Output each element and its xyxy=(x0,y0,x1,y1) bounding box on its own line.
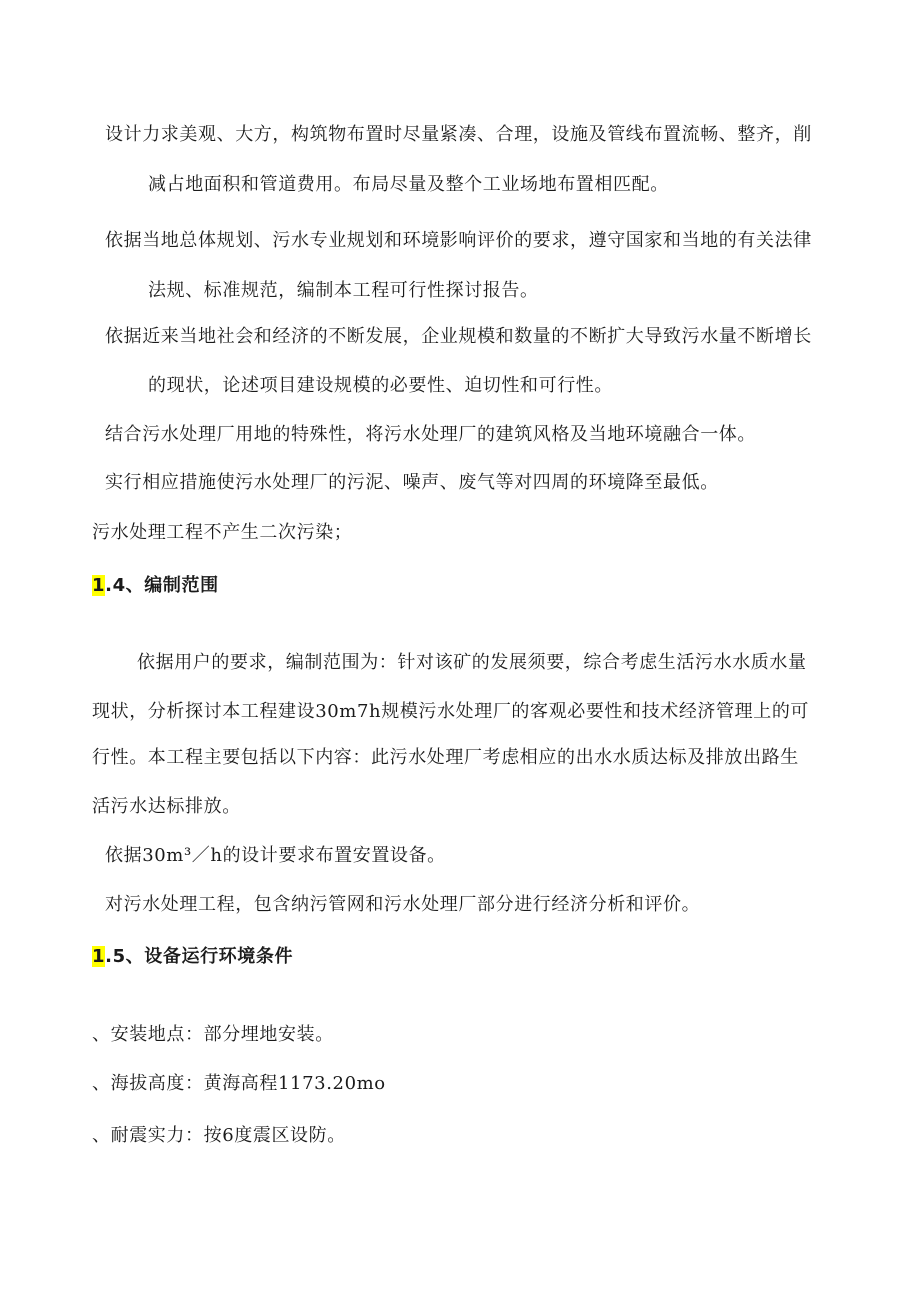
scope-paragraph-line-2: 现状，分析探讨本工程建设30m7h规模污水处理厂的客观必要性和技术经济管理上的可 xyxy=(92,701,810,722)
section-title: .5、设备运行环境条件 xyxy=(105,946,294,967)
env-condition-install-location: 、安装地点：部分埋地安装。 xyxy=(92,1024,334,1045)
requirement-1-line-2: 减占地面积和管道费用。布局尽量及整个工业场地布置相匹配。 xyxy=(148,174,669,195)
scope-paragraph-line-3: 行性。本工程主要包括以下内容：此污水处理厂考虑相应的出水水质达标及排放出路生 xyxy=(92,747,799,768)
scope-item-design-capacity: 依据30m³／h的设计要求布置安置设备。 xyxy=(105,845,446,866)
requirement-6: 污水处理工程不产生二次污染； xyxy=(92,522,353,543)
section-number-highlight: 1 xyxy=(92,575,106,596)
requirement-2-line-2: 法规、标准规范，编制本工程可行性探讨报告。 xyxy=(148,280,539,301)
section-1-4-heading xyxy=(92,573,219,599)
scope-item-economic-analysis: 对污水处理工程，包含纳污管网和污水处理厂部分进行经济分析和评价。 xyxy=(105,894,701,915)
requirement-3-line-2: 的现状，论述项目建设规模的必要性、迫切性和可行性。 xyxy=(148,375,613,396)
section-number-highlight: 1 xyxy=(92,946,106,967)
requirement-5: 实行相应措施使污水处理厂的污泥、噪声、废气等对四周的环境降至最低。 xyxy=(105,472,719,493)
section-title: .4、编制范围 xyxy=(105,575,219,596)
requirement-4: 结合污水处理厂用地的特殊性，将污水处理厂的建筑风格及当地环境融合一体。 xyxy=(105,424,756,445)
env-condition-altitude: 、海拔高度：黄海高程1173.20mo xyxy=(92,1073,386,1094)
scope-paragraph-line-4: 活污水达标排放。 xyxy=(92,796,241,817)
requirement-3-line-1: 依据近来当地社会和经济的不断发展，企业规模和数量的不断扩大导致污水量不断增长 xyxy=(105,326,812,347)
requirement-2-line-1: 依据当地总体规划、污水专业规划和环境影响评价的要求，遵守国家和当地的有关法律 xyxy=(105,230,812,251)
env-condition-seismic: 、耐震实力：按6度震区设防。 xyxy=(92,1125,346,1146)
section-1-5-heading xyxy=(92,944,293,970)
scope-paragraph-line-1: 依据用户的要求，编制范围为：针对该矿的发展须要，综合考虑生活污水水质水量 xyxy=(137,652,807,673)
requirement-1-line-1: 设计力求美观、大方，构筑物布置时尽量紧凑、合理，设施及管线布置流畅、整齐，削 xyxy=(105,124,812,145)
